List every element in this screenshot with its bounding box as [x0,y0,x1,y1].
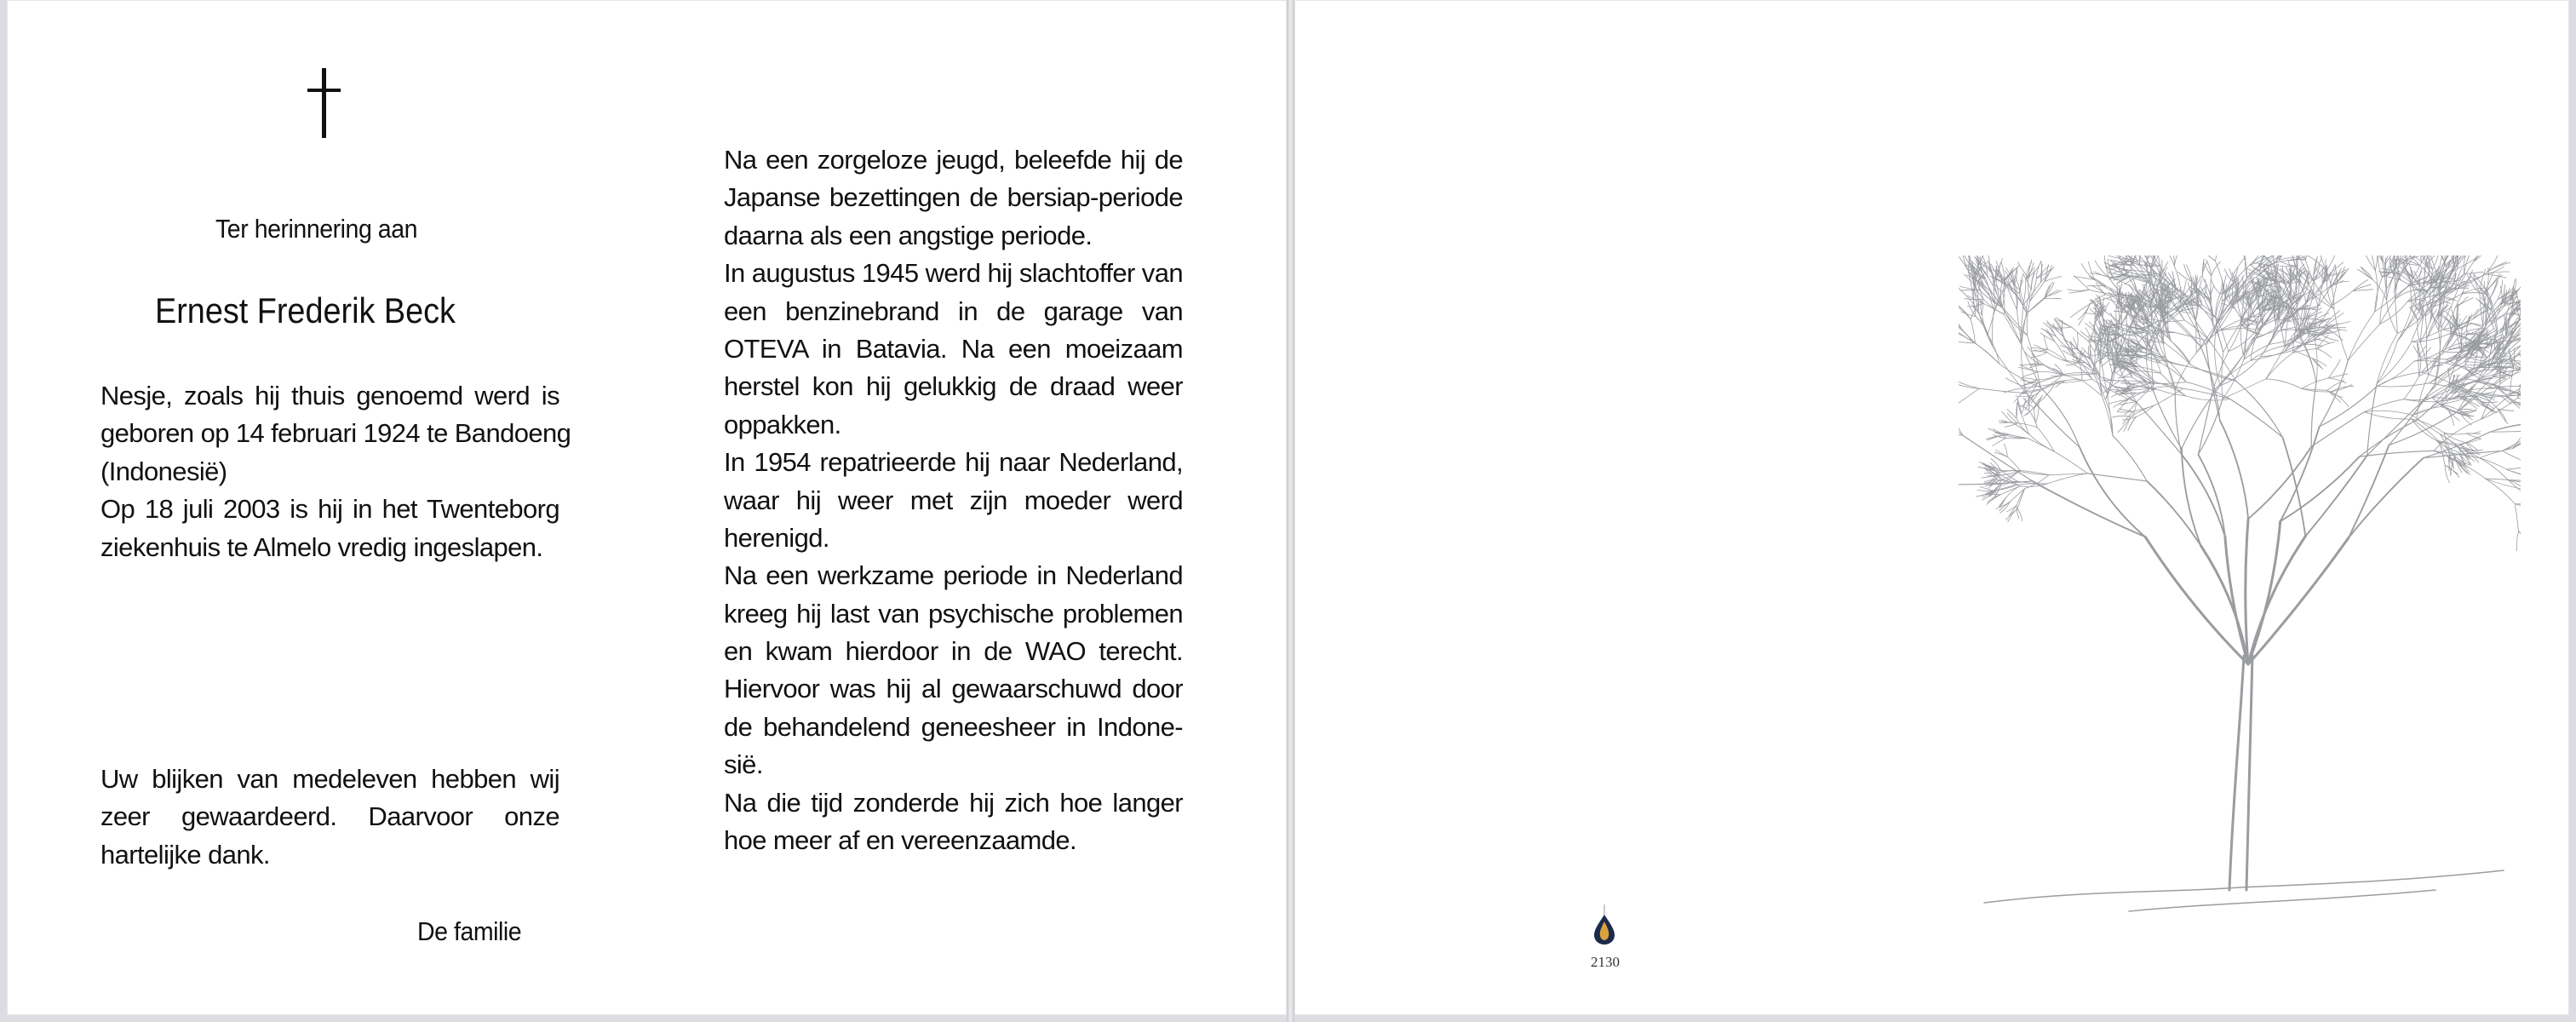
tree-branch [2261,350,2293,357]
text-line: daarna als een angstige periode. [724,220,1093,250]
tree-branch [2261,326,2278,356]
tree-branch [2102,396,2113,436]
tree-branch [2314,281,2334,308]
tree-branch [2154,388,2183,405]
tree-branch [2081,263,2095,279]
tree-branch [2117,411,2133,412]
tree-branch [2129,331,2144,332]
tree-branch [2131,382,2154,384]
tree-branch [2007,410,2017,418]
tree-branch [2077,333,2078,349]
tree-branch [2174,332,2210,342]
tree-branch [2349,458,2424,538]
tree-branch [2066,380,2082,381]
tree-branch [1972,342,1999,364]
tree-branch [2137,371,2160,374]
tree-branch [2175,390,2182,455]
text-line: en kwam hierdoor in de WAO terecht. [724,636,1183,667]
tree-branch [2480,449,2513,458]
tree-branch [2503,425,2521,451]
text-line: Na een werkzame periode in Nederland [724,560,1183,591]
tree-branch [2487,274,2507,278]
tree-branch [2445,465,2459,478]
tree-branch [2118,377,2132,378]
tree-branch [2000,306,2027,336]
tree-branch [2349,445,2390,538]
tree-branch [2040,388,2080,447]
tree-branch [2147,481,2200,546]
tree-branch [2138,367,2161,374]
tree-branch [2023,280,2026,305]
tree-branch [2519,375,2521,386]
text-line: hoe meer af en vereenzaamde. [724,825,1077,856]
tree-branch [2245,256,2256,258]
tree-branch [2382,256,2394,278]
tree-branch [2087,285,2106,286]
tree-branch [2413,346,2421,359]
tree-branch [2377,334,2397,384]
tree-branch [2503,451,2521,468]
tree-branch [2500,369,2521,384]
tree-branch [2480,458,2507,470]
tree-branch [1959,319,1961,328]
tree-branch [2305,456,2367,537]
tree-branch [2448,411,2453,426]
tree-branch [2028,296,2045,313]
tree-branch [1961,256,1968,270]
tree-branch [2007,456,2020,470]
thanks-paragraph [100,761,559,874]
tree-branch [2246,519,2248,664]
tree-branch [1988,311,1994,335]
tree-branch [2091,285,2105,295]
deceased-name: Ernest Frederik Beck [155,290,456,330]
tree-branch [2248,538,2349,665]
tree-branch [2090,277,2106,286]
tree-branch [1959,330,1972,342]
tree-branch [2519,531,2521,546]
tree-branch [2186,382,2230,399]
tree-branch [2317,349,2332,359]
tree-branch [2074,276,2089,290]
tree-branch [2082,380,2102,396]
tree-branch [2191,277,2192,294]
tree-branch [2281,327,2296,330]
tree-branch [2005,378,2026,388]
tree-branch [2184,264,2192,282]
tree-branch [2120,409,2134,411]
text-line: oppakken. [724,409,841,439]
tree-branch [2229,326,2241,352]
text-line: In 1954 repatrieerde hij naar Nederland, [724,447,1183,478]
tree-branch [2305,256,2309,260]
tree-branch [1959,379,1979,389]
tree-branch [2368,256,2375,271]
tree-branch [2220,421,2248,520]
tree-branch [2377,372,2422,386]
tree-branch [2080,447,2145,537]
drop-flame-logo-icon [1592,904,1616,945]
tree-branch [2124,416,2131,431]
tree-branch [2007,413,2017,423]
tree-branch [2462,293,2487,295]
text-line: Nesje, zoals hij thuis genoemd werd is [100,381,559,411]
tree-branch [2220,279,2223,295]
text-line: ziekenhuis te Almelo vredig ingeslapen. [100,531,543,562]
tree-branch [2361,267,2372,279]
tree-branch [2440,385,2451,404]
tree-branch [2383,256,2385,261]
tree-branch [2182,455,2225,537]
tree-branch [2377,383,2429,387]
tree-branch [2419,256,2421,263]
signature: De familie [417,916,522,946]
tree-branch [2348,324,2379,361]
tree-branch [2514,402,2521,408]
tree-branch [2454,326,2461,353]
tree-branch [2456,298,2474,307]
tree-branch [2436,440,2448,457]
text-line: Op 18 juli 2003 is hij in het Twenteborg [100,494,559,525]
tree-branch [2517,398,2521,399]
text-line: geboren op 14 februari 1924 te Bandoeng [100,418,571,449]
tree-branch [2332,291,2353,306]
tree-branch [2211,279,2220,294]
tree-branch [2375,286,2408,312]
tree-branch [2218,320,2229,352]
tree-branch [2281,456,2360,521]
tree-branch [1979,388,2026,393]
tree-branch [2507,468,2521,469]
tree-branch [2404,376,2419,399]
tree-branch [2194,256,2215,261]
tree-branch [2266,379,2302,389]
tree-branch [1975,343,1999,364]
tree-branch [2029,434,2055,451]
tree-branch [2195,256,2215,261]
tree-branch [2116,373,2131,384]
tree-branch [1959,323,1972,342]
tree-branch [2017,489,2025,506]
text-line: herenigd. [724,522,829,553]
tree-branch [2031,347,2048,349]
tree-branch [2266,347,2285,379]
text-line: In augustus 1945 werd hij slachtoffer van [724,258,1183,289]
tree-branch [2029,411,2038,428]
tree-branch [2017,508,2022,521]
tree-branch [2030,365,2045,367]
tree-branch [2375,256,2378,271]
tree-branch [1959,388,1979,407]
biography-paragraph [724,141,1183,859]
text-line: waar hij weer met zijn moeder werd [724,485,1183,515]
tree-branch [2137,405,2154,416]
tree-branch [2220,357,2261,386]
tree-branch [2037,428,2054,451]
text-line: zeer gewaardeerd. Daarvoor onze [100,801,559,832]
birth-death-paragraph [100,377,571,566]
tree-branch [2198,399,2223,454]
tree-branch [1982,299,1983,315]
tree-branch [1999,364,2041,388]
text-line: hartelijke dank. [100,839,270,870]
tree-branch [2033,481,2146,537]
tree-branch [2120,381,2147,382]
tree-illustration [1959,256,2521,920]
tree-branch [2238,256,2245,258]
tree-branch [2412,333,2451,342]
tree-branch [2020,471,2049,475]
tree-branch [2418,356,2419,376]
text-line: kreeg hij last van psychische problemen [724,598,1183,629]
text-line: Na een zorgeloze jeugd, beleefde hij de [724,145,1183,175]
tree-branch [1980,487,1994,491]
text-line: sië. [724,749,763,780]
tree-branch [2372,280,2386,301]
text-line: OTEVA in Batavia. Na een moeizaam [724,333,1183,364]
tree-branch [2498,386,2520,387]
tree-trunk [2229,656,2252,890]
tree-branch [2147,256,2153,260]
tree-branch [2486,479,2521,485]
tree-branch [1959,280,1974,305]
tree-branch [2155,382,2186,396]
tree-branch [2487,256,2499,272]
tree-branch [2353,280,2368,291]
tree-branch [2360,420,2417,456]
cross-icon [302,60,345,145]
tree-branch [2328,359,2340,378]
text-line: (Indonesië) [100,456,227,486]
text-line: Na die tijd zonderde hij zich hoe langer [724,787,1183,818]
tree-branch [2480,458,2508,480]
tree-branch [2151,350,2154,391]
text-line: Hiervoor was hij al gewaarschuwd door [724,674,1183,704]
tree-branch [2292,349,2317,353]
tree-branch [2047,353,2067,362]
tree-branch [2387,276,2395,301]
text-line: Japanse bezettingen de bersiap-periode [724,182,1183,213]
text-line: een benzinebrand in de garage van [724,296,1183,326]
tree-branch [2367,402,2422,456]
tree-branch [1988,335,1999,364]
tree-branch [2174,256,2183,266]
text-line: herstel kon hij gelukkig de draad weer [724,371,1183,402]
tree-branch [2283,438,2306,537]
tree-branch [2171,341,2191,365]
tree-branch [2458,258,2476,268]
tree-branch [2466,309,2479,323]
tree-branch [2025,396,2034,411]
tree-branch [2027,301,2030,336]
tree-branch [2201,546,2249,664]
tree-branch [2162,256,2174,266]
tree-branch [2425,316,2426,339]
tree-branch [2215,256,2217,261]
tree-branch [2230,399,2283,438]
tree-branch [2364,399,2404,412]
tree-branch [2248,447,2311,520]
tree-branch [2466,316,2470,331]
tree-branch [2034,408,2037,428]
tree-branch [2466,433,2481,439]
tree-branch [2113,435,2147,481]
tree-branch [2005,423,2017,427]
tree-branch [2412,419,2440,442]
tree-branch [2198,393,2212,455]
tree-branch [2030,282,2045,301]
tree-branch [2515,504,2518,531]
tree-branch [2516,531,2518,551]
tree-branch [2078,304,2090,320]
tree-branch [2500,286,2502,303]
tree-branch [2457,378,2501,412]
tree-branch [2068,290,2089,291]
tree-branch [2361,267,2372,280]
tree-branch [2389,412,2457,445]
publisher-code: 2130 [1591,954,1620,970]
card-fold [1287,0,1294,1022]
tree-branch [2016,396,2034,397]
tree-branch [2212,261,2221,276]
tree-branch [2481,398,2518,419]
tree-branch [2014,388,2026,402]
tree-branch [2281,261,2295,267]
tree-branch [2302,378,2329,389]
ground-line [1984,870,2504,911]
text-line: Uw blijken van medeleven hebben wij [100,764,559,794]
remembrance-intro: Ter herinnering aan [215,214,418,244]
tree-branch [2489,278,2498,300]
tree-branch [2348,312,2374,360]
tree-branch [2154,391,2182,449]
tree-branch [2124,269,2137,293]
text-line: de behandelend geneesheer in Indone- [724,711,1183,742]
